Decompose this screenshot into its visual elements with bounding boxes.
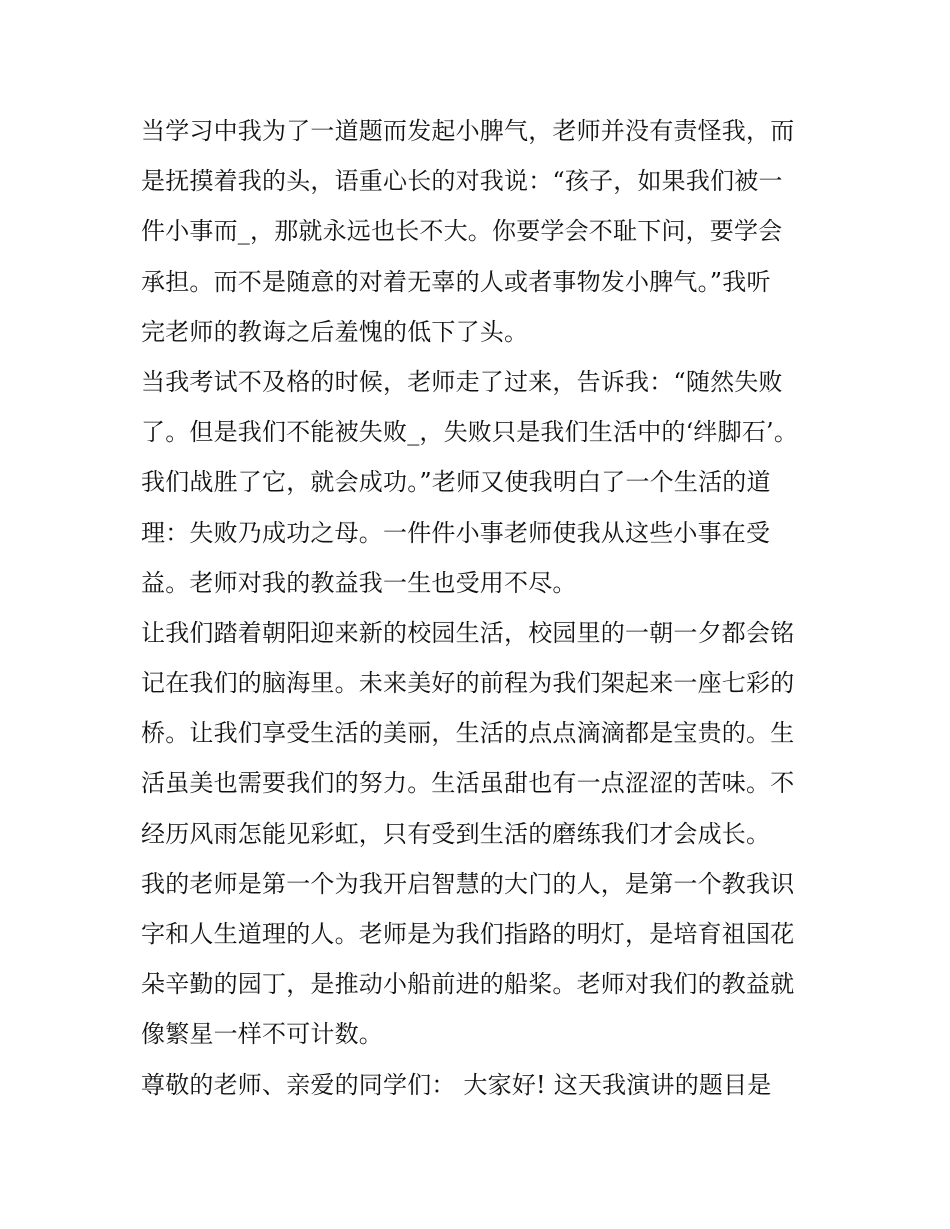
text-line-14: 活虽美也需要我们的努力。生活虽甜也有一点涩涩的苦味。不 <box>141 769 795 798</box>
text-line-20: 尊敬的老师、亲爱的同学们： 大家好! 这天我演讲的题目是 <box>141 1070 772 1099</box>
text-line-7: 了。但是我们不能被失败_，失败只是我们生活中的‘绊脚石’。 <box>141 418 799 447</box>
text-line-3: 件小事而_，那就永远也长不大。你要学会不耻下问，要学会 <box>141 217 783 246</box>
document-body <box>141 106 821 1110</box>
text-line-5: 完老师的教诲之后羞愧的低下了头。 <box>141 317 529 346</box>
text-line-9: 理：失败乃成功之母。一件件小事老师使我从这些小事在受 <box>141 518 771 547</box>
text-line-8: 我们战胜了它，就会成功。”老师又使我明白了一个生活的道 <box>141 468 771 497</box>
text-line-17: 字和人生道理的人。老师是为我们指路的明灯，是培育祖国花 <box>141 920 795 948</box>
text-line-1: 当学习中我为了一道题而发起小脾气，老师并没有责怪我，而 <box>141 117 795 145</box>
text-line-4: 承担。而不是随意的对着无辜的人或者事物发小脾气。”我听 <box>141 267 771 296</box>
text-line-12: 记在我们的脑海里。未来美好的前程为我们架起来一座七彩的 <box>141 669 795 698</box>
text-line-2: 是抚摸着我的头，语重心长的对我说：“孩子，如果我们被一 <box>141 167 783 196</box>
text-line-11: 让我们踏着朝阳迎来新的校园生活，校园里的一朝一夕都会铭 <box>141 618 795 647</box>
text-line-15: 经历风雨怎能见彩虹，只有受到生活的磨练我们才会成长。 <box>141 819 771 848</box>
text-line-19: 像繁星一样不可计数。 <box>141 1020 383 1049</box>
text-line-13: 桥。让我们享受生活的美丽，生活的点点滴滴都是宝贵的。生 <box>141 719 795 748</box>
text-line-10: 益。老师对我的教益我一生也受用不尽。 <box>141 568 577 597</box>
text-line-6: 当我考试不及格的时候，老师走了过来，告诉我：“随然失败 <box>141 367 783 396</box>
text-line-18: 朵辛勤的园丁，是推动小船前进的船桨。老师对我们的教益就 <box>141 970 795 999</box>
text-line-16: 我的老师是第一个为我开启智慧的大门的人，是第一个教我识 <box>141 869 795 898</box>
